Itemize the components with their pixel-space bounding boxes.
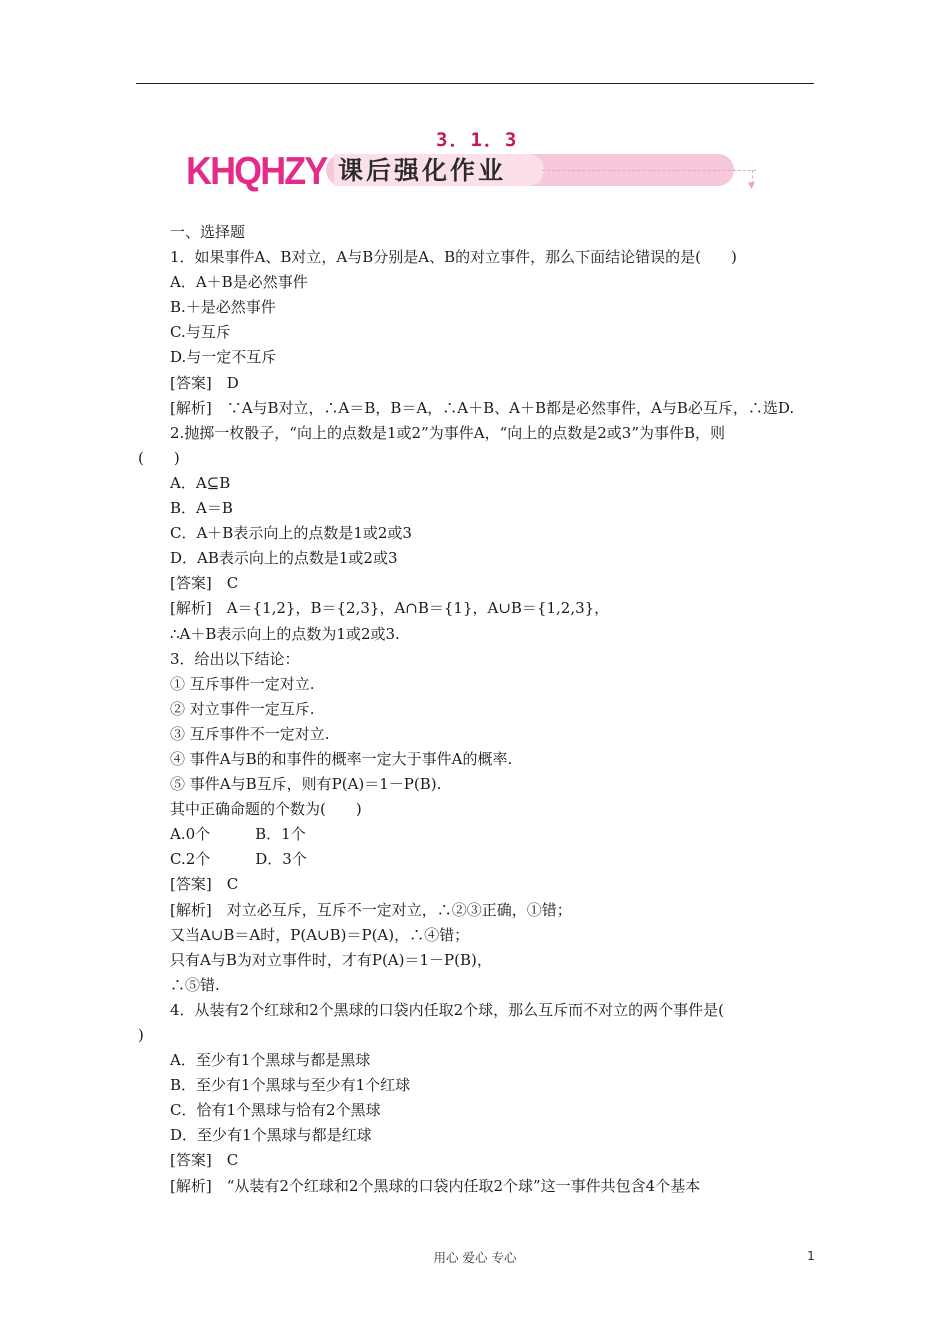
text-line: [答案] D (170, 373, 239, 392)
section-number: 3．1．3 (436, 129, 519, 151)
text-line: ⑤ 事件A与B互斥，则有P(A)＝1－P(B). (170, 775, 442, 794)
header-rule (136, 83, 814, 84)
text-line: B．A＝B (170, 499, 233, 518)
text-line: 4．从装有2个红球和2个黑球的口袋内任取2个球，那么互斥而不对立的两个事件是( (170, 1000, 725, 1019)
text-line: ( ) (138, 448, 180, 467)
text-line: [解析] A＝{1,2}，B＝{2,3}，A∩B＝{1}，A∪B＝{1,2,3}， (170, 599, 610, 618)
text-line: C.与互斥 (170, 323, 231, 342)
text-line: A．A⊆B (170, 473, 231, 492)
homework-banner (186, 150, 766, 194)
text-line: A.0个 B．1个 (170, 825, 306, 844)
banner-dashed-line (542, 170, 756, 171)
text-line: [解析] 对立必互斥，互斥不一定对立，∴②③正确，①错； (170, 900, 572, 919)
text-line: ② 对立事件一定互斥. (170, 699, 315, 718)
text-line: 又当A∪B＝A时，P(A∪B)＝P(A)，∴④错； (170, 925, 470, 944)
text-line: ③ 互斥事件不一定对立. (170, 724, 330, 743)
text-line: C.2个 D．3个 (170, 850, 307, 869)
text-line: [解析] ∵A与B对立，∴A＝B，B＝A，∴A＋B、A＋B都是必然事件，A与B必互斥，∴选D. (170, 398, 795, 417)
text-line: C．A＋B表示向上的点数是1或2或3 (170, 524, 412, 543)
text-line: 2.抛掷一枚骰子，“向上的点数是1或2”为事件A，“向上的点数是2或3”为事件B，则 (170, 423, 726, 442)
text-line: ) (138, 1026, 144, 1044)
text-line: A．A＋B是必然事件 (170, 273, 308, 292)
text-line: [答案] C (170, 1151, 239, 1170)
text-line: B．至少有1个黑球与至少有1个红球 (170, 1076, 411, 1095)
text-line: ∴⑤错. (170, 975, 220, 994)
text-line: 1．如果事件A、B对立，A与B分别是A、B的对立事件，那么下面结论错误的是( ) (170, 248, 737, 267)
text-line: [解析] “从装有2个红球和2个黑球的口袋内任取2个球”这一事件共包含4个基本 (170, 1176, 701, 1195)
exercise-body (136, 220, 816, 1199)
text-line: 3．给出以下结论： (170, 649, 300, 668)
page-number: 1 (807, 1248, 815, 1263)
page-footer: 用心 爱心 专心 (433, 1250, 517, 1265)
text-line: B.＋是必然事件 (170, 298, 276, 317)
text-line: ④ 事件A与B的和事件的概率一定大于事件A的概率. (170, 749, 513, 768)
text-line: ① 互斥事件一定对立. (170, 674, 315, 693)
text-line: A．至少有1个黑球与都是黑球 (170, 1051, 371, 1070)
arrow-down-icon: ▼ (748, 181, 755, 191)
text-line: 其中正确命题的个数为( ) (170, 800, 362, 819)
text-line: D.与一定不互斥 (170, 348, 277, 367)
banner-logo: KHQHZY (186, 150, 327, 193)
text-line: D．AB表示向上的点数是1或2或3 (170, 549, 398, 568)
text-line: [答案] C (170, 875, 239, 894)
text-line: D．至少有1个黑球与都是红球 (170, 1126, 372, 1145)
text-line: ∴A＋B表示向上的点数为1或2或3. (170, 624, 400, 643)
text-line: [答案] C (170, 574, 239, 593)
text-line: 一、选择题 (170, 223, 246, 241)
banner-title: 课后强化作业 (338, 156, 507, 185)
text-line: C．恰有1个黑球与恰有2个黑球 (170, 1101, 381, 1120)
text-line: 只有A与B为对立事件时，才有P(A)＝1－P(B)， (170, 950, 492, 969)
